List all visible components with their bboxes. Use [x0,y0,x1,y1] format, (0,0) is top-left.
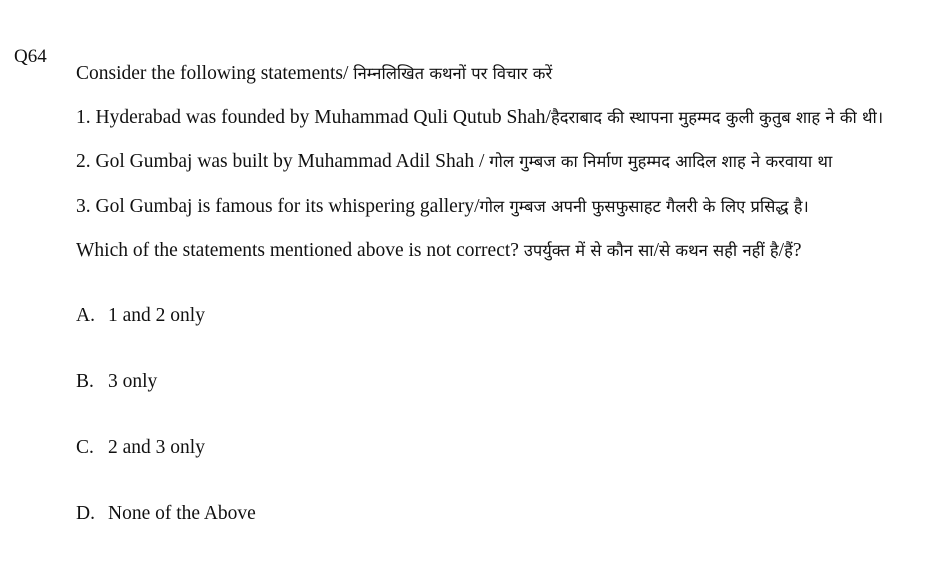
option-d[interactable] [76,503,931,525]
option-text: 1 and 2 only [108,305,205,326]
option-text: 3 only [108,371,158,392]
option-text: 2 and 3 only [108,437,205,458]
statement-1: 1. Hyderabad was founded by Muhammad Quli Qutub Shah/हैदराबाद की स्थापना मुहम्मद कुली कुतुब शाह ने की थी। [76,107,884,128]
option-text: None of the Above [108,503,256,524]
question-number: Q64 [14,46,47,67]
answer-options [76,305,931,525]
option-letter: B. [76,371,94,392]
option-b[interactable] [76,371,931,393]
statement-3: 3. Gol Gumbaj is famous for its whispering gallery/गोल गुम्बज अपनी फुसफुसाहट गैलरी के लिए प्रसिद्ध है। [76,196,809,217]
option-letter: D. [76,503,95,524]
option-letter: A. [76,305,95,326]
question-body [76,63,931,525]
option-letter: C. [76,437,94,458]
option-a[interactable] [76,305,931,327]
question-ask: Which of the statements mentioned above is not correct? उपर्युक्त में से कौन सा/से कथन सही नहीं है/हैं? [76,240,802,261]
question-intro: Consider the following statements/ निम्नलिखित कथनों पर विचार करें [76,63,553,84]
option-c[interactable] [76,437,931,459]
statement-2: 2. Gol Gumbaj was built by Muhammad Adil Shah / गोल गुम्बज का निर्माण मुहम्मद आदिल शाह ने करवाया था [76,151,833,172]
